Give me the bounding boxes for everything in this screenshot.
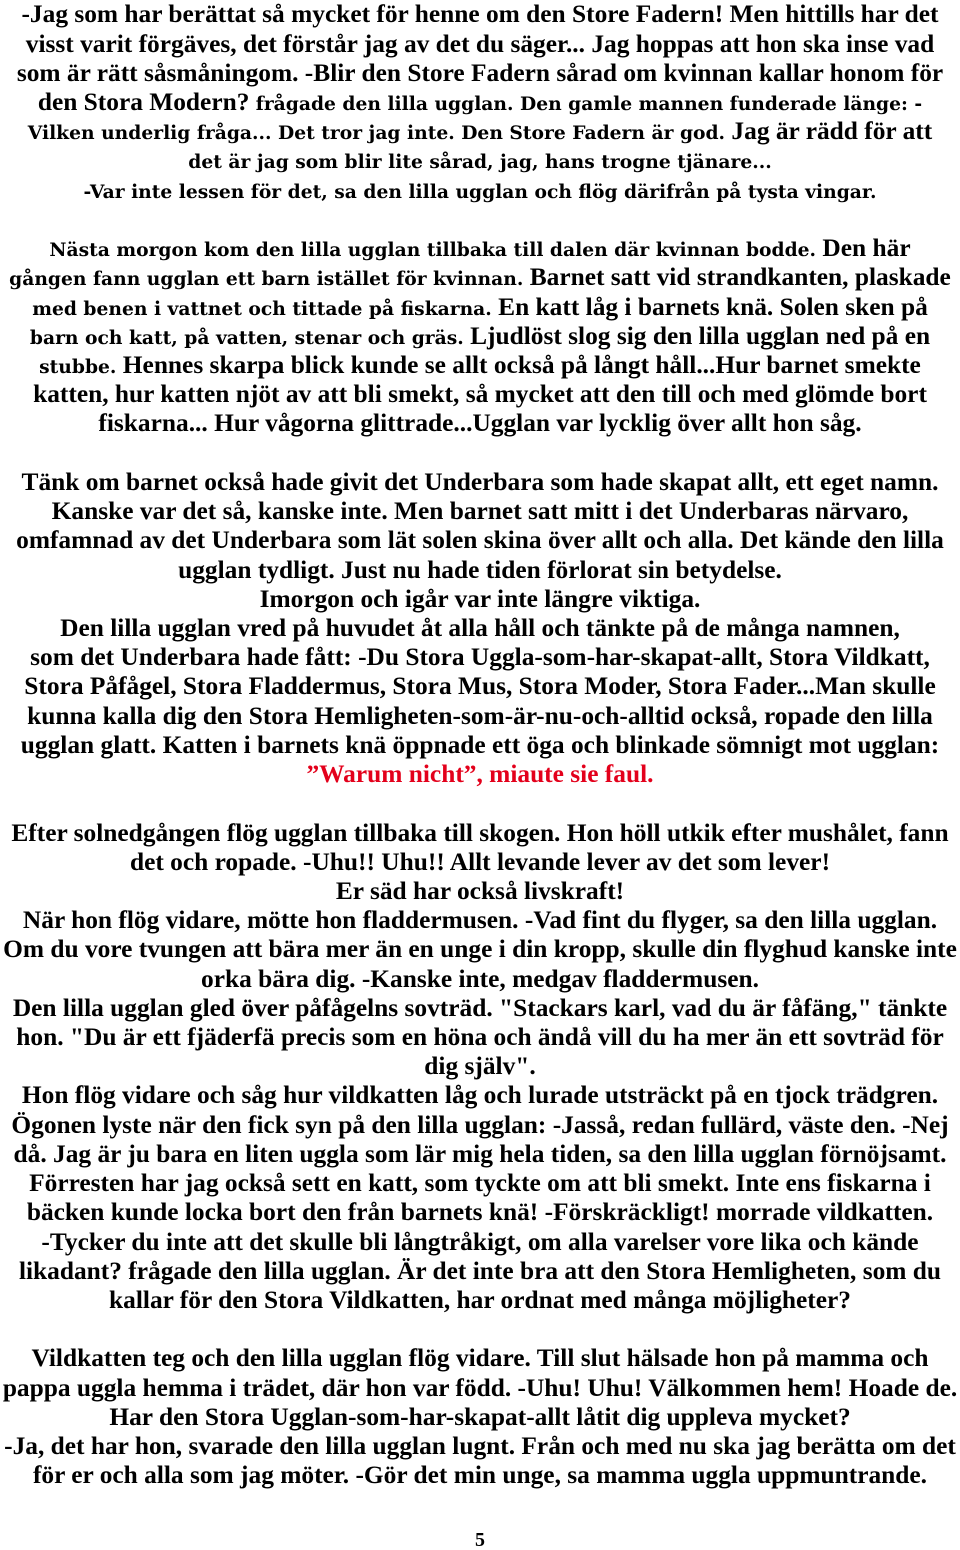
text-line: bäcken kunde locka bort den från barnets knä! -Förskräckligt! morrade vildkatten. [26,1198,934,1227]
text-segment: det är jag som blir lite sårad, jag, hans trogne tjänare... [188,151,772,174]
text-line: -Ja, det har hon, svarade den lilla ugglan lugnt. Från och med nu ska jag berätta om det [4,1432,956,1461]
text-line: ugglan glatt. Katten i barnets knä öppnade ett öga och blinkade sömnigt mot ugglan: [20,730,940,759]
text-segment: stubbe. [39,356,117,379]
text-segment: -Var inte lessen för det, sa den lilla ugglan och flög därifrån på tysta vingar. [83,180,877,203]
text-line: Om du vore tvungen att bära mer än en unge i din kropp, skulle din flyghud kanske inte [3,935,957,964]
quote-line: ”Warum nicht”, miaute sie faul. [306,760,654,789]
text-line [0,322,960,351]
text-segment: den Stora Modern? [37,88,250,117]
text-line: Den lilla ugglan gled över påfågelns sovträd. "Stackars karl, vad du är fåfäng," tänkte [12,993,948,1022]
text-line [0,88,960,117]
text-line [0,293,960,322]
paragraph [0,0,960,205]
text-line: likadant? frågade den lilla ugglan. Är det inte bra att den Stora Hemligheten, som du [18,1256,942,1285]
text-segment: frågade den lilla ugglan. Den gamle mannen funderade länge: - [255,93,923,116]
text-line: visst varit förgäves, det förstår jag av det du säger... Jag hoppas att hon ska inse vad [25,29,935,58]
text-segment: med benen i vattnet och tittade på fiskarna. [32,297,492,320]
text-line [0,263,960,292]
text-line: När hon flög vidare, mötte hon fladdermusen. -Vad fint du flyger, sa den lilla ugglan. [22,906,938,935]
page-number: 5 [475,1529,485,1550]
text-line: Hon flög vidare och såg hur vildkatten låg och lurade utsträckt på en tjock trädgren. [21,1081,939,1110]
text-line: fiskarna... Hur vågorna glittrade...Ugglan var lycklig över allt hon såg. [98,409,862,438]
text-line: då. Jag är ju bara en liten uggla som lär mig hela tiden, sa den lilla ugglan förnöjsamt. [13,1139,947,1168]
text-segment: Ljudlöst slog sig den lilla ugglan ned på en [470,321,931,350]
text-line: kallar för den Stora Vildkatten, har ordnat med många möjligheter? [109,1286,851,1315]
text-line: omfamnad av det Underbara som lät solen skina över allt och alla. Det kände den lilla [16,526,944,555]
text-line: Stora Påfågel, Stora Fladdermus, Stora Mus, Stora Moder, Stora Fader...Man skulle [24,672,936,701]
text-line: Vildkatten teg och den lilla ugglan flög vidare. Till slut hälsade hon på mamma och [31,1344,929,1373]
text-segment: Nästa morgon kom den lilla ugglan tillbaka till dalen där kvinnan bodde. [49,239,817,262]
text-line: Imorgon och igår var inte längre viktiga. [259,584,701,613]
paragraph [0,819,960,1316]
text-line: kunna kalla dig den Stora Hemligheten-som-är-nu-och-alltid också, ropade den lilla [27,701,933,730]
paragraph [0,468,960,789]
text-line: Er säd har också livskraft! [335,876,625,905]
text-segment: En katt låg i barnets knä. Solen sken på [498,292,928,321]
text-line: ugglan tydligt. Just nu hade tiden förlorat sin betydelse. [178,555,782,584]
text-segment: Den här [822,234,911,263]
text-line: pappa uggla hemma i trädet, där hon var född. -Uhu! Uhu! Välkommen hem! Hoade de. [2,1373,958,1402]
text-line: dig själv". [424,1052,536,1081]
text-line: som det Underbara hade fått: -Du Stora Uggla-som-har-skapat-allt, Stora Vildkatt, [30,643,930,672]
text-line [0,234,960,263]
text-line: Kanske var det så, kanske inte. Men barnet satt mitt i det Underbaras närvaro, [51,497,909,526]
paragraph [0,1344,960,1490]
text-segment: Vilken underlig fråga... Det tror jag inte. Den Store Fadern är god. [27,122,726,145]
text-line: -Jag som har berättat så mycket för henne om den Store Fadern! Men hittills har det [21,0,939,29]
text-line: det och ropade. -Uhu!! Uhu!! Allt levande lever av det som lever! [129,847,831,876]
text-line: Har den Stora Ugglan-som-har-skapat-allt låtit dig uppleva mycket? [109,1402,851,1431]
text-line: för er och alla som jag möter. -Gör det min unge, sa mamma uggla uppmuntrande. [32,1461,928,1490]
text-line: Ögonen lyste när den fick syn på den lilla ugglan: -Jasså, redan fullärd, väste den. -Nej [11,1110,949,1139]
text-line [0,117,960,146]
paragraph [0,234,960,439]
text-line: Tänk om barnet också hade givit det Underbara som hade skapat allt, ett eget namn. [21,467,939,496]
text-line: katten, hur katten njöt av att bli smekt, så mycket att den till och med glömde bort [33,380,927,409]
text-line: Efter solnedgången flög ugglan tillbaka till skogen. Hon höll utkik efter mushålet, fann [11,818,949,847]
text-line: Förresten har jag också sett en katt, som tyckte om att bli smekt. Inte ens fiskarna i [29,1169,931,1198]
text-segment: Hennes skarpa blick kunde se allt också på långt håll...Hur barnet smekte [122,351,921,380]
text-line [0,351,960,380]
text-line [0,146,960,175]
text-line [0,176,960,205]
text-line: som är rätt såsmåningom. -Blir den Store Fadern sårad om kvinnan kallar honom för [16,58,944,87]
text-segment: gången fann ugglan ett barn istället för kvinnan. [9,268,524,291]
text-segment: barn och katt, på vatten, stenar och gräs. [29,326,464,349]
text-segment: Barnet satt vid strandkanten, plaskade [529,263,951,292]
text-line: orka bära dig. -Kanske inte, medgav fladdermusen. [201,964,759,993]
text-line: -Tycker du inte att det skulle bli långtråkigt, om alla varelser vore lika och kände [41,1227,919,1256]
text-segment: Jag är rädd för att [731,117,933,146]
text-line: Den lilla ugglan vred på huvudet åt alla håll och tänkte på de många namnen, [60,613,900,642]
text-line: hon. "Du är ett fjäderfä precis som en höna och ändå vill du ha mer än ett sovträd för [16,1023,944,1052]
